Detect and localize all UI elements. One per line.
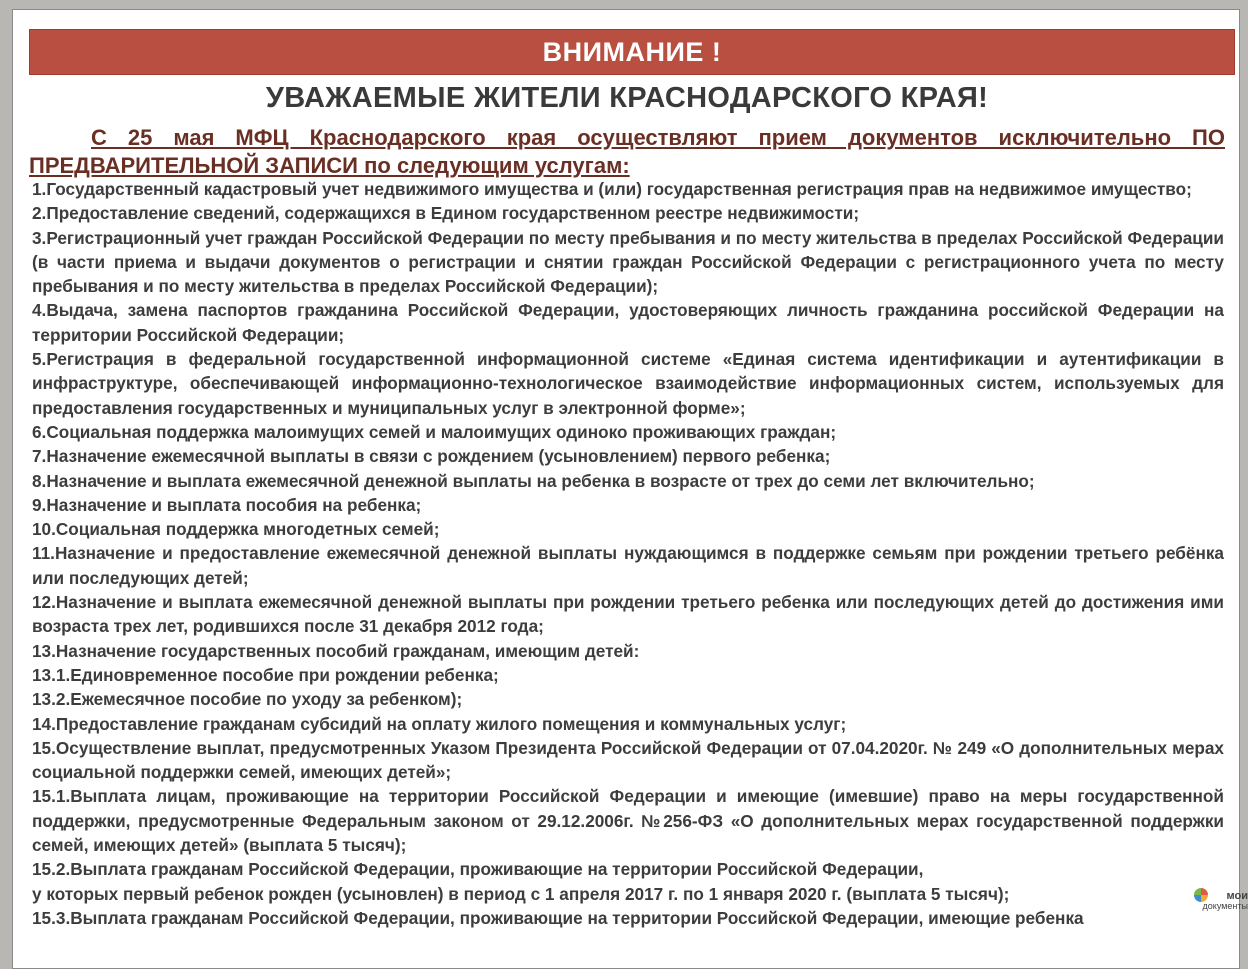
list-item: 5.Регистрация в федеральной государственной информационной системе «Единая система идентификации и аутентификации в инфраструктуре, обеспечивающей информационно-технологическое взаимодействие информационных систем, используемых для предоставления государственных и муниципальных услуг в электронной форме»; bbox=[32, 349, 1224, 418]
list-item: 15.1.Выплата лицам, проживающие на территории Российской Федерации и имеющие (имевшие) право на меры государственной поддержки, предусмотренные Федеральным законом от 29.12.2006г. №256-ФЗ «О дополнительных мерах государственной поддержки семей, имеющих детей» (выплата 5 тысяч); bbox=[32, 786, 1224, 856]
page-title: УВАЖАЕМЫЕ ЖИТЕЛИ КРАСНОДАРСКОГО КРАЯ! bbox=[265, 82, 989, 114]
list-item: 4.Выдача, замена паспортов гражданина Российской Федерации, удостоверяющих личность гражданина российской Федерации на территории Российской Федерации; bbox=[32, 300, 1224, 345]
list-item: 15.3.Выплата гражданам Российской Федерации, проживающие на территории Российской Федерации, имеющие ребенка bbox=[32, 907, 1084, 928]
list-item: 10.Социальная поддержка многодетных семей; bbox=[32, 519, 440, 540]
list-item: 1.Государственный кадастровый учет недвижимого имущества и (или) государственная регистрация прав на недвижимое имущество; bbox=[32, 179, 1192, 199]
intro-underlined: С 25 мая МФЦ Краснодарского края осуществляют прием документов исключительно ПО ПРЕДВАРИТЕЛЬНОЙ ЗАПИСИ по следующим услугам: bbox=[29, 125, 1225, 178]
list-item: 12.Назначение и выплата ежемесячной денежной выплаты при рождении третьего ребенка или последующих детей до достижения ими возраста трех лет, родившихся после 31 декабря 2012 года; bbox=[32, 592, 1224, 637]
list-item: 13.Назначение государственных пособий гражданам, имеющим детей: bbox=[32, 640, 640, 661]
list-item: 7.Назначение ежемесячной выплаты в связи с рождением (усыновлением) первого ребенка; bbox=[32, 446, 831, 467]
logo-mark-icon bbox=[1194, 888, 1208, 902]
list-item: 2.Предоставление сведений, содержащихся в Едином государственном реестре недвижимости; bbox=[32, 203, 860, 224]
my-documents-logo bbox=[1188, 880, 1248, 930]
list-item: 3.Регистрационный учет граждан Российской Федерации по месту пребывания и по месту жительства в пределах Российской Федерации (в части приема и выдачи документов о регистрации и снятии граждан Российской Федерации с регистрационного учета по месту пребывания и по месту жительства в пределах Российской Федерации); bbox=[32, 227, 1224, 297]
list-item: 11.Назначение и предоставление ежемесячной денежной выплаты нуждающимся в поддержке семьям при рождении третьего ребёнка или последующих детей; bbox=[32, 543, 1224, 588]
list-item: 13.2.Ежемесячное пособие по уходу за ребенком); bbox=[32, 689, 463, 710]
list-item: 13.1.Единовременное пособие при рождении ребенка; bbox=[32, 664, 499, 685]
list-item: 15.Осуществление выплат, предусмотренных Указом Президента Российской Федерации от 07.04.2020г. № 249 «О дополнительных мерах социальной поддержки семей, имеющих детей»; bbox=[32, 737, 1224, 783]
list-item: 9.Назначение и выплата пособия на ребенка; bbox=[32, 494, 422, 515]
intro-text bbox=[29, 124, 1225, 180]
list-item: 8.Назначение и выплата ежемесячной денежной выплаты на ребенка в возрасте от трех до семи лет включительно; bbox=[32, 470, 1035, 491]
logo-word: мои bbox=[1226, 890, 1248, 902]
list-item: у которых первый ребенок рожден (усыновлен) в период с 1 апреля 2017 г. по 1 января 2020 г. (выплата 5 тысяч); bbox=[32, 883, 1010, 904]
attention-banner: ВНИМАНИЕ ! bbox=[29, 29, 1235, 75]
list-item: 15.2.Выплата гражданам Российской Федерации, проживающие на территории Российской Федерации, bbox=[32, 859, 924, 880]
logo-word-2: документы bbox=[1202, 901, 1248, 911]
services-list bbox=[32, 177, 1224, 930]
list-item: 14.Предоставление гражданам субсидий на оплату жилого помещения и коммунальных услуг; bbox=[32, 713, 847, 734]
list-item: 6.Социальная поддержка малоимущих семей и малоимущих одиноко проживающих граждан; bbox=[32, 421, 837, 442]
notice-sheet bbox=[12, 9, 1248, 969]
